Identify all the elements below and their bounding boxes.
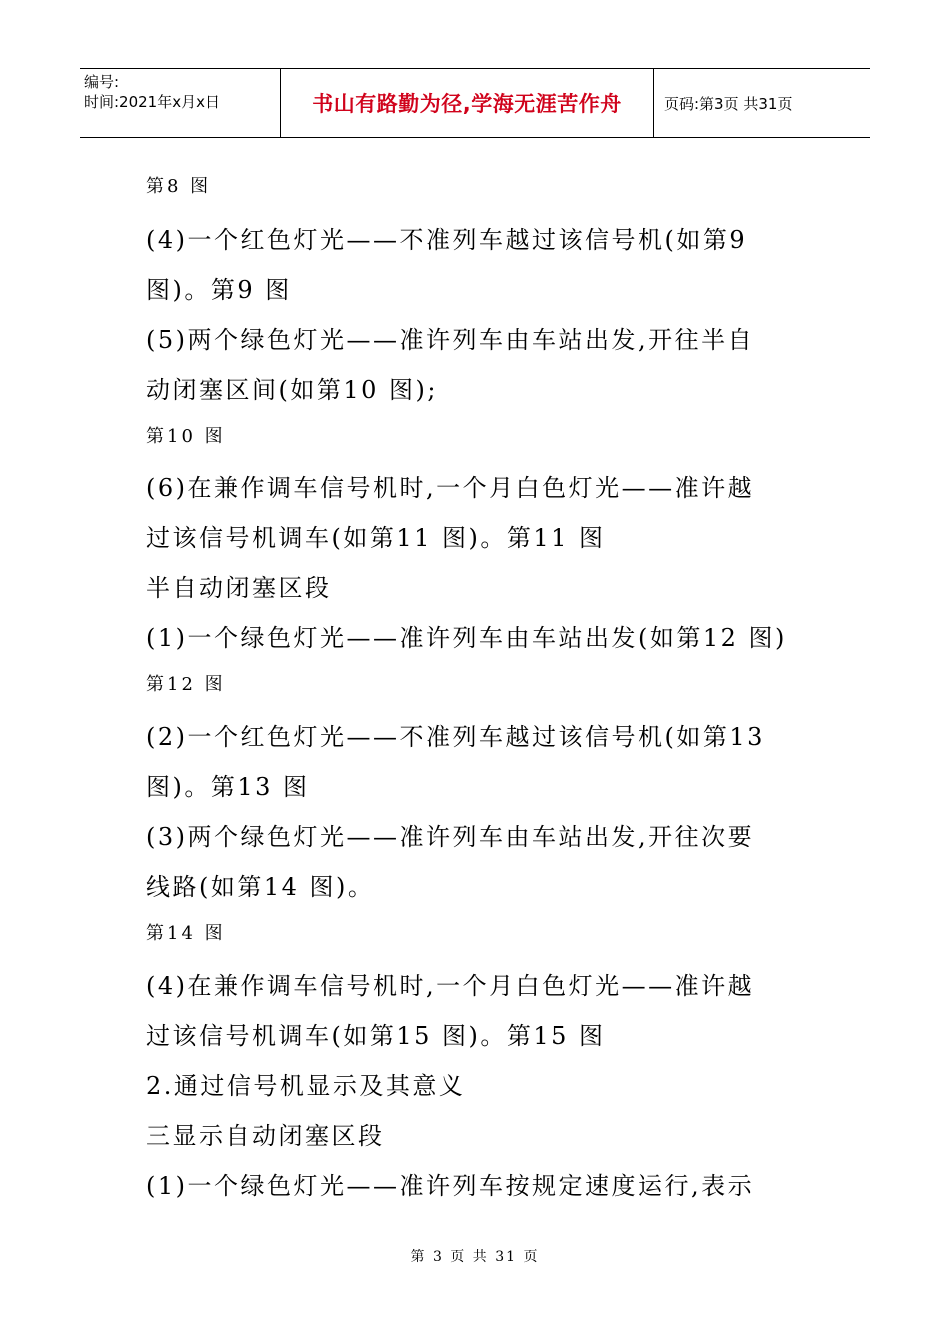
header-meta: [80, 69, 281, 137]
header-motto: 书山有路勤为径,学海无涯苦作舟: [281, 69, 654, 137]
section-heading: 2.通过信号机显示及其意义: [146, 1072, 466, 1100]
body-text-line: (1)一个绿色灯光——准许列车由车站出发(如第12 图): [146, 624, 787, 652]
body-text-line: (3)两个绿色灯光——准许列车由车站出发,开往次要: [146, 823, 755, 851]
page-header: [80, 68, 870, 138]
body-text-line: (1)一个绿色灯光——准许列车按规定速度运行,表示: [146, 1172, 755, 1200]
figure-caption: 第10 图: [146, 426, 226, 447]
body-text-line: 过该信号机调车(如第15 图)。第15 图: [146, 1022, 606, 1050]
body-text-line: 图)。第13 图: [146, 773, 310, 801]
body-text-line: 线路(如第14 图)。: [146, 873, 375, 901]
document-time-label: 时间:2021年x月x日: [84, 93, 220, 111]
body-text-line: (6)在兼作调车信号机时,一个月白色灯光——准许越: [146, 474, 755, 502]
body-text-line: (5)两个绿色灯光——准许列车由车站出发,开往半自: [146, 326, 755, 354]
figure-caption: 第12 图: [146, 674, 226, 695]
section-heading: 三显示自动闭塞区段: [146, 1122, 385, 1150]
body-text-line: 图)。第9 图: [146, 276, 292, 304]
header-page-info: 页码:第3页 共31页: [664, 94, 793, 113]
body-text-line: (4)一个红色灯光——不准列车越过该信号机(如第9: [146, 226, 748, 254]
figure-caption: 第14 图: [146, 923, 226, 944]
figure-caption: 第8 图: [146, 176, 212, 197]
page-footer: 第 3 页 共 31 页: [410, 1249, 540, 1265]
section-heading: 半自动闭塞区段: [146, 574, 332, 602]
body-text-line: 动闭塞区间(如第10 图);: [146, 376, 438, 404]
body-text-line: (4)在兼作调车信号机时,一个月白色灯光——准许越: [146, 972, 755, 1000]
body-text-line: (2)一个红色灯光——不准列车越过该信号机(如第13: [146, 723, 765, 751]
body-text-line: 过该信号机调车(如第11 图)。第11 图: [146, 524, 606, 552]
document-number-label: 编号:: [84, 73, 120, 91]
